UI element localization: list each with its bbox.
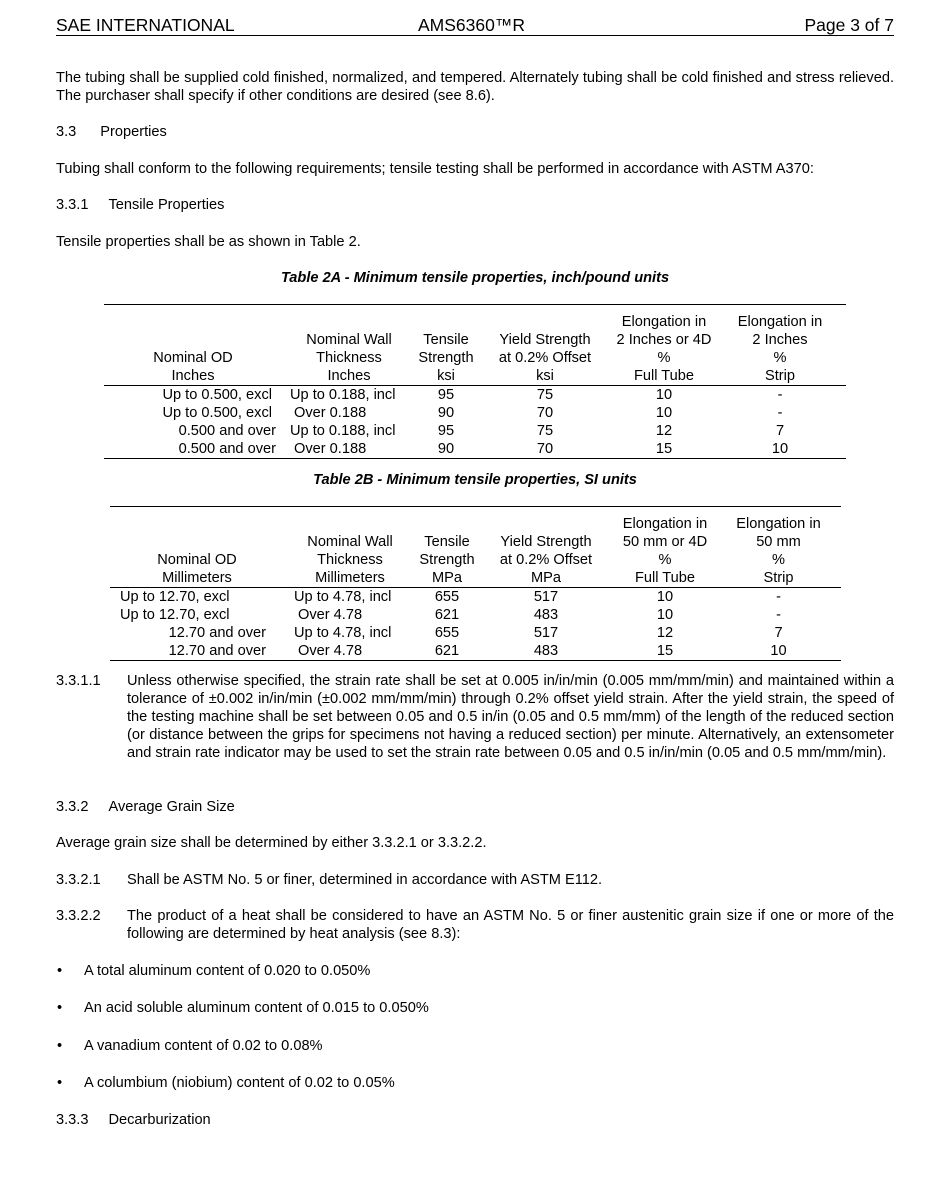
col-header: 2 Inches or 4D — [616, 332, 712, 348]
section-3-3-heading — [56, 123, 167, 141]
section-number: 3.3.2.2 — [56, 908, 101, 924]
col-header: Elongation in — [621, 314, 707, 330]
col-header: at 0.2% Offset — [498, 350, 592, 366]
bullet-icon: • — [57, 1000, 63, 1016]
col-header: Elongation in — [622, 516, 708, 532]
list-item: A columbium (niobium) content of 0.02 to 0.05% — [84, 1075, 395, 1091]
col-header: at 0.2% Offset — [499, 552, 593, 568]
table-row: Up to 0.500, excl Over 0.188 90 70 10 - — [162, 405, 783, 421]
table-row: 0.500 and over Up to 0.188, incl 95 75 12 7 — [178, 423, 785, 439]
table-row: Up to 0.500, excl Up to 0.188, incl 95 75 10 - — [162, 387, 783, 403]
col-header: MPa — [478, 569, 614, 588]
col-header: Strip — [716, 569, 841, 588]
grain-paragraph: Average grain size shall be determined by either 3.3.2.1 or 3.3.2.2. — [56, 835, 487, 851]
table-2a-caption: Table 2A - Minimum tensile properties, inch/pound units — [280, 270, 670, 286]
col-header: Inches — [104, 367, 282, 386]
bullet-icon: • — [57, 963, 63, 979]
col-header: 2 Inches — [752, 332, 808, 348]
col-header: Thickness — [316, 350, 382, 366]
col-header: MPa — [416, 569, 478, 588]
tensile-paragraph: Tensile properties shall be as shown in Table 2. — [56, 234, 361, 250]
col-header: % — [657, 350, 671, 366]
page-number: Page 3 of 7 — [804, 15, 894, 35]
section-3-3-2-1-text: Shall be ASTM No. 5 or finer, determined in accordance with ASTM E112. — [127, 872, 603, 888]
properties-paragraph: Tubing shall conform to the following requirements; tensile testing shall be performed in accordance with ASTM A370: — [56, 161, 814, 177]
col-header: Tensile — [423, 332, 469, 348]
section-title: Decarburization — [108, 1112, 211, 1128]
col-header: Inches — [282, 367, 416, 386]
document-id: AMS6360™R — [418, 15, 525, 35]
col-header: Elongation in — [737, 314, 823, 330]
col-header: Strip — [714, 367, 846, 386]
col-header: 50 mm — [756, 534, 801, 550]
col-header: 50 mm or 4D — [622, 534, 708, 550]
table-2b-caption: Table 2B - Minimum tensile properties, SI units — [313, 472, 637, 488]
table-2b — [110, 506, 841, 661]
table-row: 12.70 and over Up to 4.78, incl 655 517 12 7 — [168, 625, 783, 641]
table-2a — [104, 304, 846, 459]
section-number: 3.3.3 — [56, 1112, 89, 1128]
section-3-3-1-heading — [56, 196, 224, 214]
section-title: Tensile Properties — [108, 197, 225, 213]
col-header: Strength — [419, 552, 475, 568]
col-header: Elongation in — [736, 516, 821, 532]
col-header: Millimeters — [110, 569, 284, 588]
col-header: Full Tube — [614, 569, 716, 588]
page-header — [56, 15, 894, 36]
col-header: % — [772, 552, 785, 568]
col-header: % — [773, 350, 787, 366]
bullet-icon: • — [57, 1038, 63, 1054]
section-3-3-3-heading — [56, 1111, 211, 1129]
list-item: An acid soluble aluminum content of 0.015 to 0.050% — [84, 1000, 429, 1016]
section-3-3-1-1-text: Unless otherwise specified, the strain rate shall be set at 0.005 in/in/min (0.005 mm/mm/min) and maintained within a tolerance of ±0.002 in/in/min (±0.002 mm/mm/min) through 0.2% offset yield strain. After the yield strain, the speed of the testing machine shall be set between 0.05 and 0.5 in/in (0.05 and 0.5 mm/mm) of the length of the reduced section (or distance between the grips for specimens not having a reduced section) per minute. Alternatively, an extensometer and strain rate indicator may be used to set the strain rate between 0.05 and 0.5 in/in/min (0.05 and 0.5 mm/mm/min). — [127, 673, 894, 761]
intro-paragraph: The tubing shall be supplied cold finished, normalized, and tempered. Alternately tubing shall be cold finished and stress relieved. The purchaser shall specify if other conditions are desired (see 8.6). — [56, 70, 894, 104]
table-row: 0.500 and over Over 0.188 90 70 15 10 — [178, 441, 789, 457]
col-header: Nominal Wall — [307, 534, 393, 550]
section-title: Properties — [100, 124, 167, 140]
section-number: 3.3.2.1 — [56, 872, 101, 888]
col-header: Millimeters — [284, 569, 416, 588]
col-header: Nominal Wall — [306, 332, 392, 348]
table-row: Up to 12.70, excl Up to 4.78, incl 655 517 10 - — [120, 589, 781, 605]
bullet-icon: • — [57, 1075, 63, 1091]
col-header: Thickness — [317, 552, 383, 568]
section-number: 3.3.2 — [56, 799, 89, 815]
col-header: Yield Strength — [499, 332, 591, 348]
section-3-3-2-2-text: The product of a heat shall be considered to have an ASTM No. 5 or finer austenitic grain size if one or more of the following are determined by heat analysis (see 8.3): — [127, 908, 894, 942]
list-item: A total aluminum content of 0.020 to 0.050% — [84, 963, 371, 979]
org-name: SAE INTERNATIONAL — [56, 15, 235, 35]
col-header: ksi — [476, 367, 614, 386]
col-header: Nominal OD — [157, 552, 237, 568]
table-row: Up to 12.70, excl Over 4.78 621 483 10 - — [120, 607, 781, 623]
col-header: Tensile — [424, 534, 470, 550]
col-header: Full Tube — [614, 367, 714, 386]
section-title: Average Grain Size — [108, 799, 235, 815]
section-number: 3.3.1 — [56, 197, 89, 213]
section-number: 3.3 — [56, 124, 77, 140]
col-header: ksi — [416, 367, 476, 386]
col-header: % — [658, 552, 672, 568]
section-number: 3.3.1.1 — [56, 673, 101, 689]
col-header: Nominal OD — [153, 350, 233, 366]
table-row: 12.70 and over Over 4.78 621 483 15 10 — [168, 643, 787, 659]
list-item: A vanadium content of 0.02 to 0.08% — [84, 1038, 323, 1054]
col-header: Yield Strength — [500, 534, 592, 550]
section-3-3-2-heading — [56, 798, 235, 816]
col-header: Strength — [418, 350, 474, 366]
